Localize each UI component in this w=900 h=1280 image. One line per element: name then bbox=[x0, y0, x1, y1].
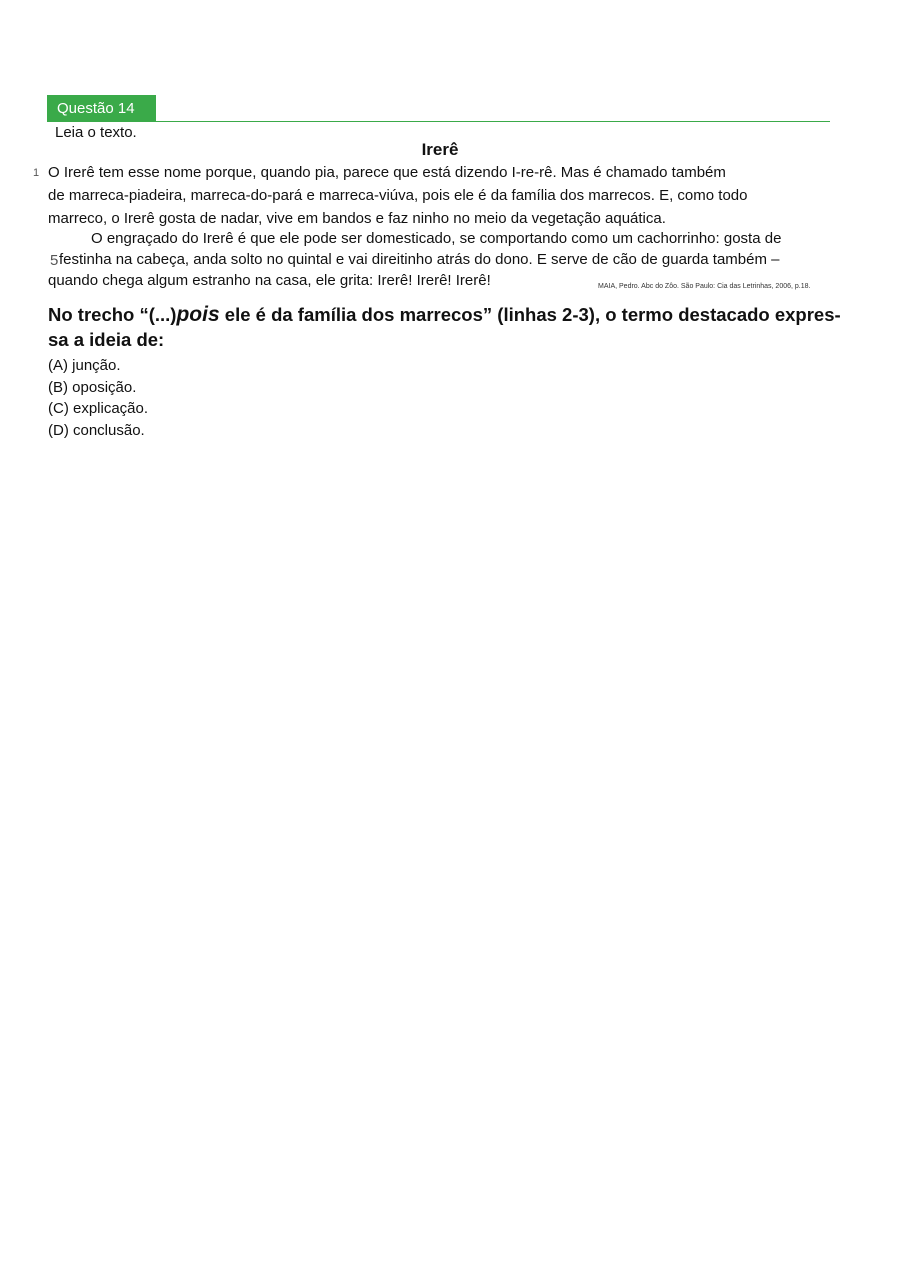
option-c[interactable]: (C) explicação. bbox=[48, 400, 149, 417]
passage-line-6: quando chega algum estranho na casa, ele grita: Irerê! Irerê! Irerê! bbox=[48, 272, 491, 289]
passage-line-5: festinha na cabeça, anda solto no quintal e vai direitinho atrás do dono. E serve de cão de guarda também – bbox=[59, 251, 780, 268]
question-header bbox=[47, 95, 830, 122]
passage-line-1: O Irerê tem esse nome porque, quando pia, parece que está dizendo I-re-rê. Mas é chamado também bbox=[48, 164, 726, 181]
question-number-badge: Questão 14 bbox=[47, 95, 156, 122]
header-divider bbox=[156, 121, 830, 122]
source-citation: MAIA, Pedro. Abc do Zôo. São Paulo: Cia das Letrinhas, 2006, p.18. bbox=[598, 283, 811, 290]
line-number-5: 5 bbox=[50, 252, 59, 269]
passage-line-2: de marreca-piadeira, marreca-do-pará e marreca-viúva, pois ele é da família dos marrecos. E, como todo bbox=[48, 187, 748, 204]
question-prefix: No trecho “(...) bbox=[48, 304, 177, 325]
passage-title: Irerê bbox=[421, 140, 459, 159]
option-a[interactable]: (A) junção. bbox=[48, 357, 121, 374]
option-b[interactable]: (B) oposição. bbox=[48, 378, 137, 396]
passage-line-3: marreco, o Irerê gosta de nadar, vive em bandos e faz ninho no meio da vegetação aquática. bbox=[48, 210, 666, 227]
line-number-1: 1 bbox=[33, 167, 40, 179]
passage-line-4: O engraçado do Irerê é que ele pode ser domesticado, se comportando como um cachorrinho: gosta de bbox=[91, 230, 782, 247]
highlighted-term: pois bbox=[176, 303, 220, 326]
instruction-text: Leia o texto. bbox=[55, 124, 137, 141]
question-suffix: ele é da família dos marrecos” (linhas 2-3), o termo destacado expres-sa a ideia de: bbox=[48, 304, 841, 350]
question-prompt bbox=[48, 302, 848, 352]
option-d[interactable]: (D) conclusão. bbox=[48, 421, 145, 439]
answer-options bbox=[48, 355, 148, 441]
